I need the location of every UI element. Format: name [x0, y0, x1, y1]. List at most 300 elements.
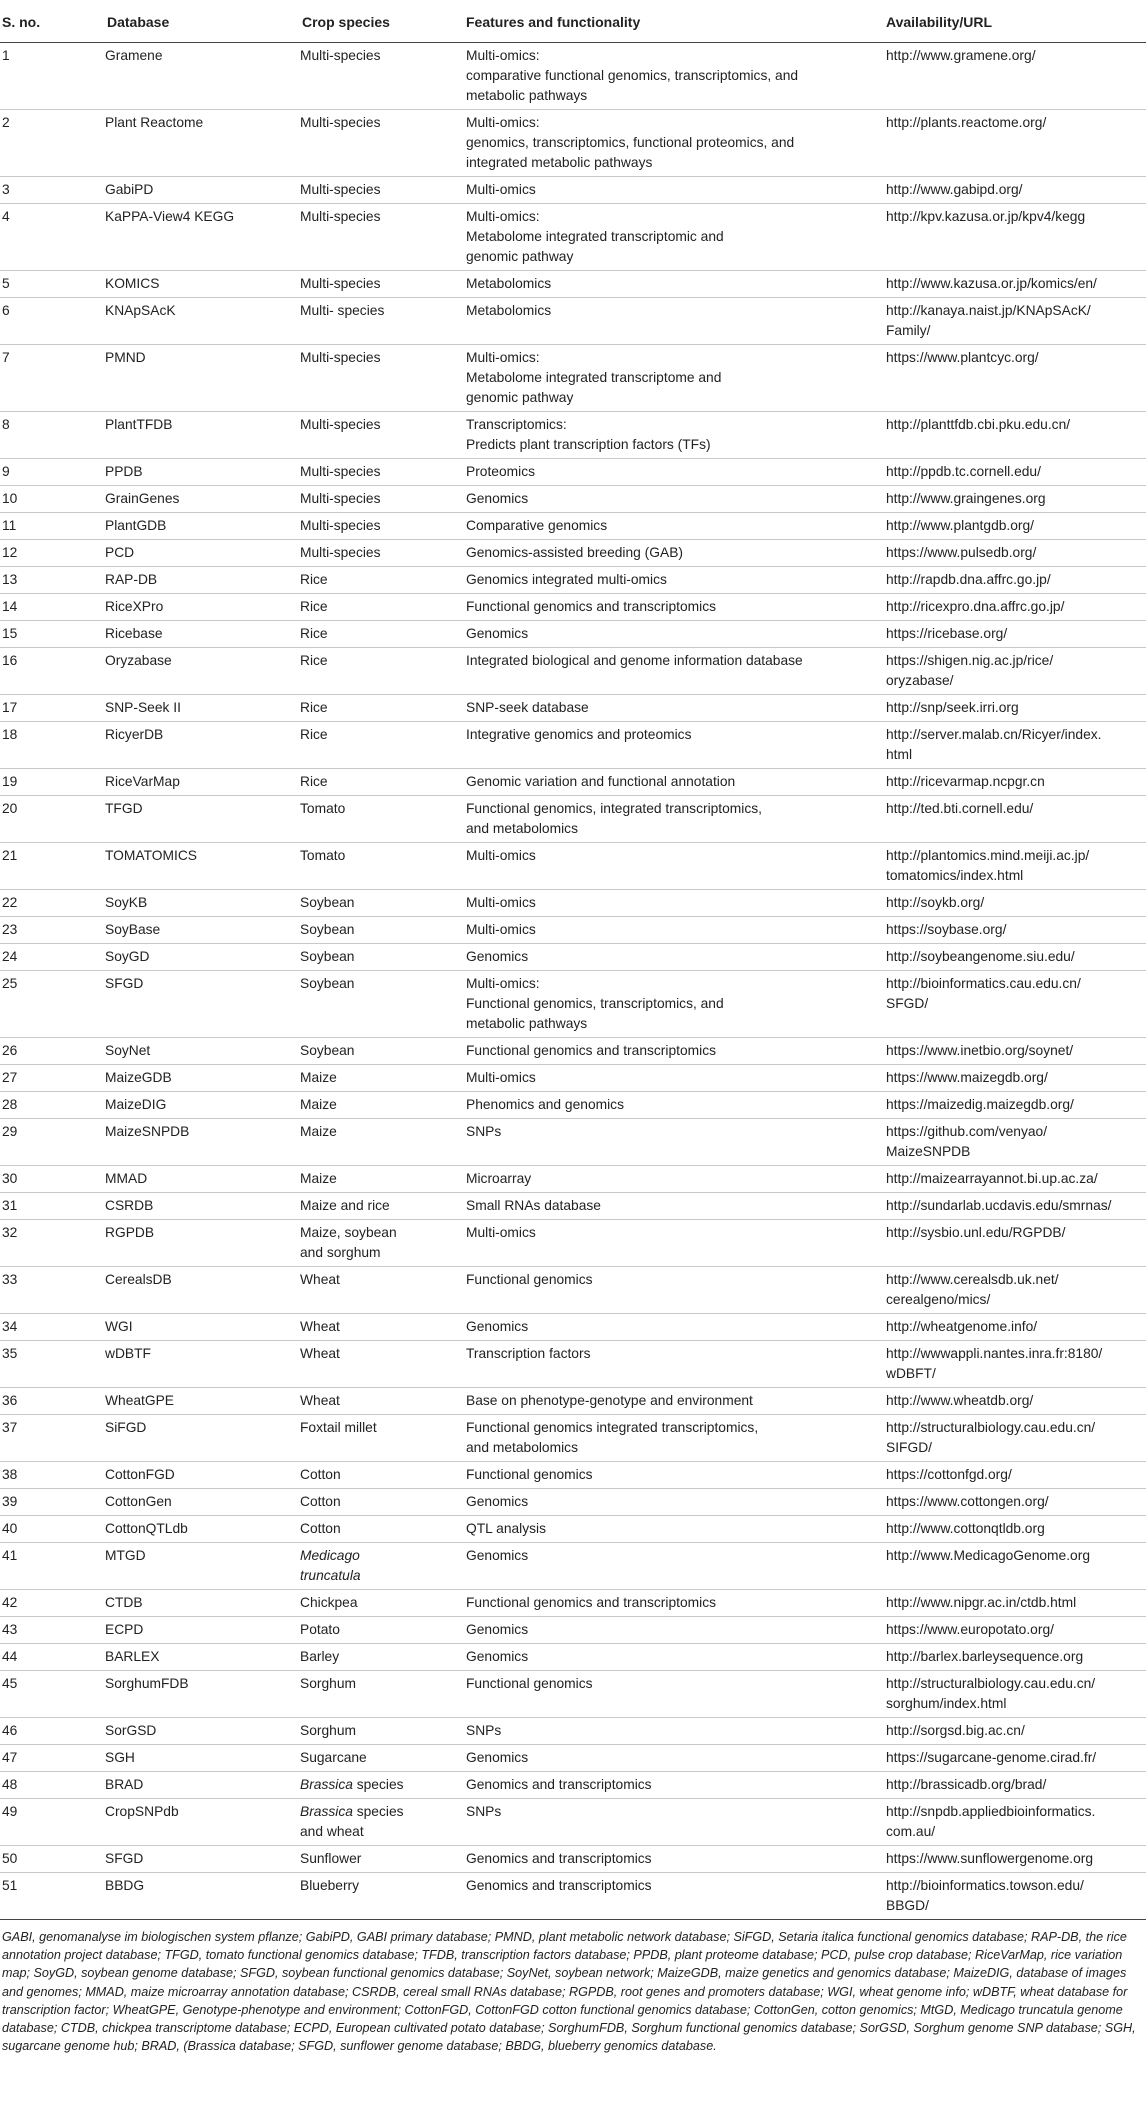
cell-sno: 46	[0, 1718, 105, 1745]
cell-url: http://plants.reactome.org/	[884, 110, 1146, 177]
cell-database: SoyBase	[105, 917, 300, 944]
cell-database: WheatGPE	[105, 1388, 300, 1415]
cell-url: http://www.gramene.org/	[884, 43, 1146, 110]
cell-url: http://sundarlab.ucdavis.edu/smrnas/	[884, 1193, 1146, 1220]
cell-crop-species: Multi-species	[300, 43, 464, 110]
cell-crop-species: Cotton	[300, 1516, 464, 1543]
header-features: Features and functionality	[464, 0, 884, 43]
cell-url: http://ppdb.tc.cornell.edu/	[884, 459, 1146, 486]
cell-database: CTDB	[105, 1590, 300, 1617]
cell-sno: 16	[0, 648, 105, 695]
cell-crop-species: Maize	[300, 1166, 464, 1193]
cell-crop-species: Multi-species	[300, 486, 464, 513]
cell-database: PPDB	[105, 459, 300, 486]
header-crop-species: Crop species	[300, 0, 464, 43]
cell-features: Functional genomics and transcriptomics	[464, 1590, 884, 1617]
cell-sno: 9	[0, 459, 105, 486]
cell-crop-species: Wheat	[300, 1314, 464, 1341]
cell-features: Genomics and transcriptomics	[464, 1772, 884, 1799]
cell-crop-species: Maize	[300, 1119, 464, 1166]
cell-database: Plant Reactome	[105, 110, 300, 177]
cell-features: Transcriptomics: Predicts plant transcription factors (TFs)	[464, 412, 884, 459]
cell-crop-species: Multi-species	[300, 110, 464, 177]
cell-crop-species: Sorghum	[300, 1718, 464, 1745]
cell-crop-species: Maize and rice	[300, 1193, 464, 1220]
cell-sno: 36	[0, 1388, 105, 1415]
cell-features: Genomics	[464, 1644, 884, 1671]
table-row	[0, 1341, 1146, 1388]
header-url: Availability/URL	[884, 0, 1146, 43]
cell-sno: 7	[0, 345, 105, 412]
cell-database: PlantTFDB	[105, 412, 300, 459]
cell-url: http://www.nipgr.ac.in/ctdb.html	[884, 1590, 1146, 1617]
cell-features: Comparative genomics	[464, 513, 884, 540]
cell-url: https://shigen.nig.ac.jp/rice/ oryzabase/	[884, 648, 1146, 695]
cell-database: SoyNet	[105, 1038, 300, 1065]
cell-crop-species: Potato	[300, 1617, 464, 1644]
cell-crop-species: Wheat	[300, 1267, 464, 1314]
cell-crop-species: Multi-species	[300, 345, 464, 412]
cell-crop-species: Tomato	[300, 843, 464, 890]
cell-features: Metabolomics	[464, 271, 884, 298]
cell-features: Genomics	[464, 1543, 884, 1590]
cell-features: Functional genomics integrated transcriptomics, and metabolomics	[464, 1415, 884, 1462]
cell-database: BARLEX	[105, 1644, 300, 1671]
table-row	[0, 43, 1146, 110]
header-sno: S. no.	[0, 0, 105, 43]
cell-database: ECPD	[105, 1617, 300, 1644]
cell-features: Genomics and transcriptomics	[464, 1846, 884, 1873]
cell-database: MaizeGDB	[105, 1065, 300, 1092]
cell-features: Genomics	[464, 486, 884, 513]
table-row	[0, 1671, 1146, 1718]
cell-crop-species: Soybean	[300, 917, 464, 944]
table-row	[0, 917, 1146, 944]
cell-database: KOMICS	[105, 271, 300, 298]
cell-database: PCD	[105, 540, 300, 567]
cell-database: Ricebase	[105, 621, 300, 648]
cell-sno: 4	[0, 204, 105, 271]
cell-features: Functional genomics	[464, 1671, 884, 1718]
cell-features: Functional genomics and transcriptomics	[464, 594, 884, 621]
cell-features: Genomics	[464, 1617, 884, 1644]
cell-url: http://www.MedicagoGenome.org	[884, 1543, 1146, 1590]
cell-features: Multi-omics	[464, 1220, 884, 1267]
table-row	[0, 1489, 1146, 1516]
cell-sno: 37	[0, 1415, 105, 1462]
cell-sno: 19	[0, 769, 105, 796]
table-row	[0, 1388, 1146, 1415]
cell-crop-species: Foxtail millet	[300, 1415, 464, 1462]
cell-database: CSRDB	[105, 1193, 300, 1220]
cell-features: Multi-omics	[464, 843, 884, 890]
cell-sno: 40	[0, 1516, 105, 1543]
cell-database: Oryzabase	[105, 648, 300, 695]
cell-sno: 48	[0, 1772, 105, 1799]
table-row	[0, 513, 1146, 540]
table-row	[0, 648, 1146, 695]
cell-database: SGH	[105, 1745, 300, 1772]
cell-features: Functional genomics	[464, 1462, 884, 1489]
cell-sno: 32	[0, 1220, 105, 1267]
cell-features: SNPs	[464, 1718, 884, 1745]
cell-sno: 1	[0, 43, 105, 110]
cell-url: https://sugarcane-genome.cirad.fr/	[884, 1745, 1146, 1772]
cell-database: GabiPD	[105, 177, 300, 204]
cell-database: SoyGD	[105, 944, 300, 971]
cell-sno: 11	[0, 513, 105, 540]
cell-url: http://maizearrayannot.bi.up.ac.za/	[884, 1166, 1146, 1193]
cell-sno: 20	[0, 796, 105, 843]
cell-crop-species: Rice	[300, 695, 464, 722]
cell-url: http://ricevarmap.ncpgr.cn	[884, 769, 1146, 796]
cell-sno: 10	[0, 486, 105, 513]
cell-crop-species: Multi-species	[300, 513, 464, 540]
cell-url: http://sorgsd.big.ac.cn/	[884, 1718, 1146, 1745]
cell-crop-species: Sunflower	[300, 1846, 464, 1873]
cell-features: Genomics	[464, 1314, 884, 1341]
cell-sno: 41	[0, 1543, 105, 1590]
cell-database: GrainGenes	[105, 486, 300, 513]
cell-sno: 18	[0, 722, 105, 769]
table-row	[0, 110, 1146, 177]
cell-crop-species: Rice	[300, 722, 464, 769]
table-row	[0, 769, 1146, 796]
cell-sno: 49	[0, 1799, 105, 1846]
table-row	[0, 567, 1146, 594]
cell-crop-species: Wheat	[300, 1388, 464, 1415]
table-row	[0, 1590, 1146, 1617]
cell-database: Gramene	[105, 43, 300, 110]
cell-url: http://structuralbiology.cau.edu.cn/ sorghum/index.html	[884, 1671, 1146, 1718]
table-row	[0, 890, 1146, 917]
table-row	[0, 1193, 1146, 1220]
cell-sno: 45	[0, 1671, 105, 1718]
cell-features: Multi-omics: genomics, transcriptomics, functional proteomics, and integrated metabolic pathways	[464, 110, 884, 177]
table-row	[0, 298, 1146, 345]
cell-sno: 14	[0, 594, 105, 621]
cell-crop-species: Barley	[300, 1644, 464, 1671]
cell-crop-species: Multi-species	[300, 459, 464, 486]
cell-url: https://www.inetbio.org/soynet/	[884, 1038, 1146, 1065]
cell-features: Genomics	[464, 1489, 884, 1516]
cell-sno: 27	[0, 1065, 105, 1092]
cell-sno: 26	[0, 1038, 105, 1065]
table-row	[0, 695, 1146, 722]
table-row	[0, 1415, 1146, 1462]
cell-url: http://soykb.org/	[884, 890, 1146, 917]
cell-features: Small RNAs database	[464, 1193, 884, 1220]
cell-url: https://maizedig.maizegdb.org/	[884, 1092, 1146, 1119]
cell-features: Multi-omics	[464, 1065, 884, 1092]
cell-sno: 34	[0, 1314, 105, 1341]
cell-url: https://soybase.org/	[884, 917, 1146, 944]
cell-sno: 25	[0, 971, 105, 1038]
cell-crop-species: Tomato	[300, 796, 464, 843]
table-row	[0, 1065, 1146, 1092]
cell-database: MMAD	[105, 1166, 300, 1193]
cell-url: http://kpv.kazusa.or.jp/kpv4/kegg	[884, 204, 1146, 271]
cell-database: MaizeDIG	[105, 1092, 300, 1119]
cell-url: http://planttfdb.cbi.pku.edu.cn/	[884, 412, 1146, 459]
cell-features: Genomics	[464, 944, 884, 971]
cell-database: MaizeSNPDB	[105, 1119, 300, 1166]
cell-features: Metabolomics	[464, 298, 884, 345]
cell-database: RGPDB	[105, 1220, 300, 1267]
cell-features: Multi-omics: Metabolome integrated transcriptome and genomic pathway	[464, 345, 884, 412]
cell-crop-species: Brassica species and wheat	[300, 1799, 464, 1846]
cell-crop-species: Medicago truncatula	[300, 1543, 464, 1590]
cell-crop-species: Soybean	[300, 1038, 464, 1065]
cell-database: wDBTF	[105, 1341, 300, 1388]
cell-sno: 21	[0, 843, 105, 890]
cell-url: http://server.malab.cn/Ricyer/index. html	[884, 722, 1146, 769]
cell-sno: 30	[0, 1166, 105, 1193]
table-row	[0, 459, 1146, 486]
cell-features: Multi-omics: Metabolome integrated transcriptomic and genomic pathway	[464, 204, 884, 271]
cell-features: Functional genomics, integrated transcriptomics, and metabolomics	[464, 796, 884, 843]
cell-url: https://www.sunflowergenome.org	[884, 1846, 1146, 1873]
cell-sno: 44	[0, 1644, 105, 1671]
cell-crop-species: Rice	[300, 567, 464, 594]
table-row	[0, 1745, 1146, 1772]
cell-crop-species: Multi-species	[300, 271, 464, 298]
cell-url: https://ricebase.org/	[884, 621, 1146, 648]
cell-url: http://www.wheatdb.org/	[884, 1388, 1146, 1415]
cell-features: Transcription factors	[464, 1341, 884, 1388]
cell-url: http://rapdb.dna.affrc.go.jp/	[884, 567, 1146, 594]
cell-features: Multi-omics	[464, 917, 884, 944]
cell-url: http://sysbio.unl.edu/RGPDB/	[884, 1220, 1146, 1267]
cell-database: RiceVarMap	[105, 769, 300, 796]
cell-sno: 8	[0, 412, 105, 459]
cell-sno: 12	[0, 540, 105, 567]
cell-crop-species: Maize	[300, 1092, 464, 1119]
table-row	[0, 540, 1146, 567]
cell-features: SNP-seek database	[464, 695, 884, 722]
cell-url: http://wwwappli.nantes.inra.fr:8180/ wDBFT/	[884, 1341, 1146, 1388]
cell-url: http://snp/seek.irri.org	[884, 695, 1146, 722]
table-row	[0, 1799, 1146, 1846]
cell-database: RiceXPro	[105, 594, 300, 621]
cell-sno: 15	[0, 621, 105, 648]
table-row	[0, 1314, 1146, 1341]
cell-crop-species: Rice	[300, 621, 464, 648]
table-row	[0, 345, 1146, 412]
cell-sno: 24	[0, 944, 105, 971]
cell-crop-species: Soybean	[300, 971, 464, 1038]
cell-sno: 2	[0, 110, 105, 177]
table-row	[0, 1516, 1146, 1543]
cell-crop-species: Cotton	[300, 1462, 464, 1489]
cell-crop-species: Soybean	[300, 944, 464, 971]
cell-crop-species: Multi- species	[300, 298, 464, 345]
cell-features: Multi-omics	[464, 177, 884, 204]
cell-database: CerealsDB	[105, 1267, 300, 1314]
cell-url: https://github.com/venyao/ MaizeSNPDB	[884, 1119, 1146, 1166]
table-row	[0, 1462, 1146, 1489]
cell-sno: 13	[0, 567, 105, 594]
table-row	[0, 1718, 1146, 1745]
table-row	[0, 843, 1146, 890]
cell-database: CottonFGD	[105, 1462, 300, 1489]
table-header	[0, 0, 1146, 43]
cell-features: Genomics-assisted breeding (GAB)	[464, 540, 884, 567]
cell-crop-species: Multi-species	[300, 177, 464, 204]
cell-sno: 5	[0, 271, 105, 298]
cell-database: SNP-Seek II	[105, 695, 300, 722]
cell-sno: 35	[0, 1341, 105, 1388]
cell-crop-species: Soybean	[300, 890, 464, 917]
cell-database: PMND	[105, 345, 300, 412]
cell-crop-species: Rice	[300, 648, 464, 695]
cell-features: Genomics	[464, 621, 884, 648]
cell-database: BRAD	[105, 1772, 300, 1799]
cell-url: http://www.gabipd.org/	[884, 177, 1146, 204]
cell-crop-species: Blueberry	[300, 1873, 464, 1920]
cell-url: http://snpdb.appliedbioinformatics. com.au/	[884, 1799, 1146, 1846]
table-row	[0, 1873, 1146, 1920]
cell-features: Multi-omics: Functional genomics, transcriptomics, and metabolic pathways	[464, 971, 884, 1038]
cell-url: http://bioinformatics.cau.edu.cn/ SFGD/	[884, 971, 1146, 1038]
cell-url: http://soybeangenome.siu.edu/	[884, 944, 1146, 971]
table-row	[0, 1092, 1146, 1119]
table-row	[0, 204, 1146, 271]
header-database: Database	[105, 0, 300, 43]
table-row	[0, 1166, 1146, 1193]
cell-database: SoyKB	[105, 890, 300, 917]
table-row	[0, 486, 1146, 513]
cell-crop-species: Rice	[300, 769, 464, 796]
cell-database: TOMATOMICS	[105, 843, 300, 890]
cell-url: http://ricexpro.dna.affrc.go.jp/	[884, 594, 1146, 621]
cell-features: Integrated biological and genome information database	[464, 648, 884, 695]
cell-features: Genomics	[464, 1745, 884, 1772]
cell-sno: 22	[0, 890, 105, 917]
cell-sno: 17	[0, 695, 105, 722]
cell-database: KNApSAcK	[105, 298, 300, 345]
cell-database: PlantGDB	[105, 513, 300, 540]
table-row	[0, 1119, 1146, 1166]
cell-database: RAP-DB	[105, 567, 300, 594]
cell-sno: 29	[0, 1119, 105, 1166]
cell-url: http://structuralbiology.cau.edu.cn/ SIFGD/	[884, 1415, 1146, 1462]
cell-url: http://plantomics.mind.meiji.ac.jp/ tomatomics/index.html	[884, 843, 1146, 890]
cell-url: http://wheatgenome.info/	[884, 1314, 1146, 1341]
table-row	[0, 1267, 1146, 1314]
cell-sno: 39	[0, 1489, 105, 1516]
cell-url: http://www.graingenes.org	[884, 486, 1146, 513]
cell-features: Microarray	[464, 1166, 884, 1193]
cell-url: https://www.cottongen.org/	[884, 1489, 1146, 1516]
cell-sno: 51	[0, 1873, 105, 1920]
cell-database: WGI	[105, 1314, 300, 1341]
cell-features: Genomics integrated multi-omics	[464, 567, 884, 594]
table-row	[0, 1772, 1146, 1799]
cell-database: SorGSD	[105, 1718, 300, 1745]
cell-url: https://www.plantcyc.org/	[884, 345, 1146, 412]
cell-crop-species: Multi-species	[300, 540, 464, 567]
cell-crop-species: Multi-species	[300, 412, 464, 459]
cell-features: Phenomics and genomics	[464, 1092, 884, 1119]
cell-url: http://www.kazusa.or.jp/komics/en/	[884, 271, 1146, 298]
cell-features: Multi-omics	[464, 890, 884, 917]
cell-database: SFGD	[105, 1846, 300, 1873]
cell-url: http://bioinformatics.towson.edu/ BBGD/	[884, 1873, 1146, 1920]
cell-database: TFGD	[105, 796, 300, 843]
cell-features: Integrative genomics and proteomics	[464, 722, 884, 769]
cell-features: Multi-omics: comparative functional genomics, transcriptomics, and metabolic pathways	[464, 43, 884, 110]
cell-url: https://www.europotato.org/	[884, 1617, 1146, 1644]
cell-crop-species: Wheat	[300, 1341, 464, 1388]
cell-url: https://www.pulsedb.org/	[884, 540, 1146, 567]
cell-sno: 3	[0, 177, 105, 204]
cell-sno: 23	[0, 917, 105, 944]
cell-features: SNPs	[464, 1799, 884, 1846]
cell-database: CottonGen	[105, 1489, 300, 1516]
table-row	[0, 971, 1146, 1038]
table-row	[0, 1846, 1146, 1873]
cell-crop-species: Maize, soybean and sorghum	[300, 1220, 464, 1267]
table-body	[0, 43, 1146, 1920]
cell-features: QTL analysis	[464, 1516, 884, 1543]
table-row	[0, 621, 1146, 648]
cell-features: SNPs	[464, 1119, 884, 1166]
table-row	[0, 177, 1146, 204]
cell-url: http://barlex.barleysequence.org	[884, 1644, 1146, 1671]
table-row	[0, 722, 1146, 769]
cell-database: BBDG	[105, 1873, 300, 1920]
cell-sno: 31	[0, 1193, 105, 1220]
table-row	[0, 1617, 1146, 1644]
cell-features: Genomic variation and functional annotation	[464, 769, 884, 796]
cell-sno: 33	[0, 1267, 105, 1314]
cell-database: CottonQTLdb	[105, 1516, 300, 1543]
cell-crop-species: Maize	[300, 1065, 464, 1092]
table-row	[0, 944, 1146, 971]
cell-features: Functional genomics and transcriptomics	[464, 1038, 884, 1065]
cell-features: Genomics and transcriptomics	[464, 1873, 884, 1920]
table-footnote: GABI, genomanalyse im biologischen system pflanze; GabiPD, GABI primary database; PMND, plant metabolic network database; SiFGD, Setaria italica functional genomics database; RAP-DB, the rice annotation project database; TFGD, tomato functional genomics database; TFDB, transcription factors database; PPDB, plant proteome database; PCD, pulse crop database; RiceVarMap, rice variation map; SoyGD, soybean genome database; SFGD, soybean functional genomics database; SoyNet, soybean network; MaizeGDB, maize genetics and genomics database; MaizeDIG, database of images and genomes; MMAD, maize microarray annotation database; CSRDB, cereal small RNAs database; RGPDB, root genes and promoters database; WGI, wheat genome info; wDBTF, wheat database for transcription factor; WheatGPE, Genotype-phenotype and environment; CottonFGD, CottonFGD cotton functional genomics database; CottonGen, cotton genomics; MtGD, Medicago truncatula genome database; CTDB, chickpea transcriptome database; ECPD, European cultivated potato database; SorghumFDB, Sorghum functional genomics database; SorGSD, Sorghum genome SNP database; SGH, sugarcane genome hub; BRAD, (Brassica database; SFGD, sunflower genome database; BBDG, blueberry genomics database.	[2, 1930, 1136, 2054]
cell-crop-species: Multi-species	[300, 204, 464, 271]
cell-features: Functional genomics	[464, 1267, 884, 1314]
cell-url: http://www.plantgdb.org/	[884, 513, 1146, 540]
cell-url: http://ted.bti.cornell.edu/	[884, 796, 1146, 843]
cell-url: http://kanaya.naist.jp/KNApSAcK/ Family/	[884, 298, 1146, 345]
cell-crop-species: Chickpea	[300, 1590, 464, 1617]
table-row	[0, 796, 1146, 843]
cell-database: CropSNPdb	[105, 1799, 300, 1846]
cell-database: RicyerDB	[105, 722, 300, 769]
cell-sno: 28	[0, 1092, 105, 1119]
table-row	[0, 271, 1146, 298]
cell-url: http://www.cerealsdb.uk.net/ cerealgeno/mics/	[884, 1267, 1146, 1314]
cell-crop-species: Sugarcane	[300, 1745, 464, 1772]
table-row	[0, 1038, 1146, 1065]
cell-url: https://cottonfgd.org/	[884, 1462, 1146, 1489]
cell-database: MTGD	[105, 1543, 300, 1590]
cell-database: SorghumFDB	[105, 1671, 300, 1718]
cell-crop-species: Sorghum	[300, 1671, 464, 1718]
cell-sno: 6	[0, 298, 105, 345]
table-row	[0, 412, 1146, 459]
cell-sno: 43	[0, 1617, 105, 1644]
cell-crop-species: Rice	[300, 594, 464, 621]
cell-sno: 47	[0, 1745, 105, 1772]
cell-crop-species: Cotton	[300, 1489, 464, 1516]
table-row	[0, 1220, 1146, 1267]
cell-url: http://www.cottonqtldb.org	[884, 1516, 1146, 1543]
